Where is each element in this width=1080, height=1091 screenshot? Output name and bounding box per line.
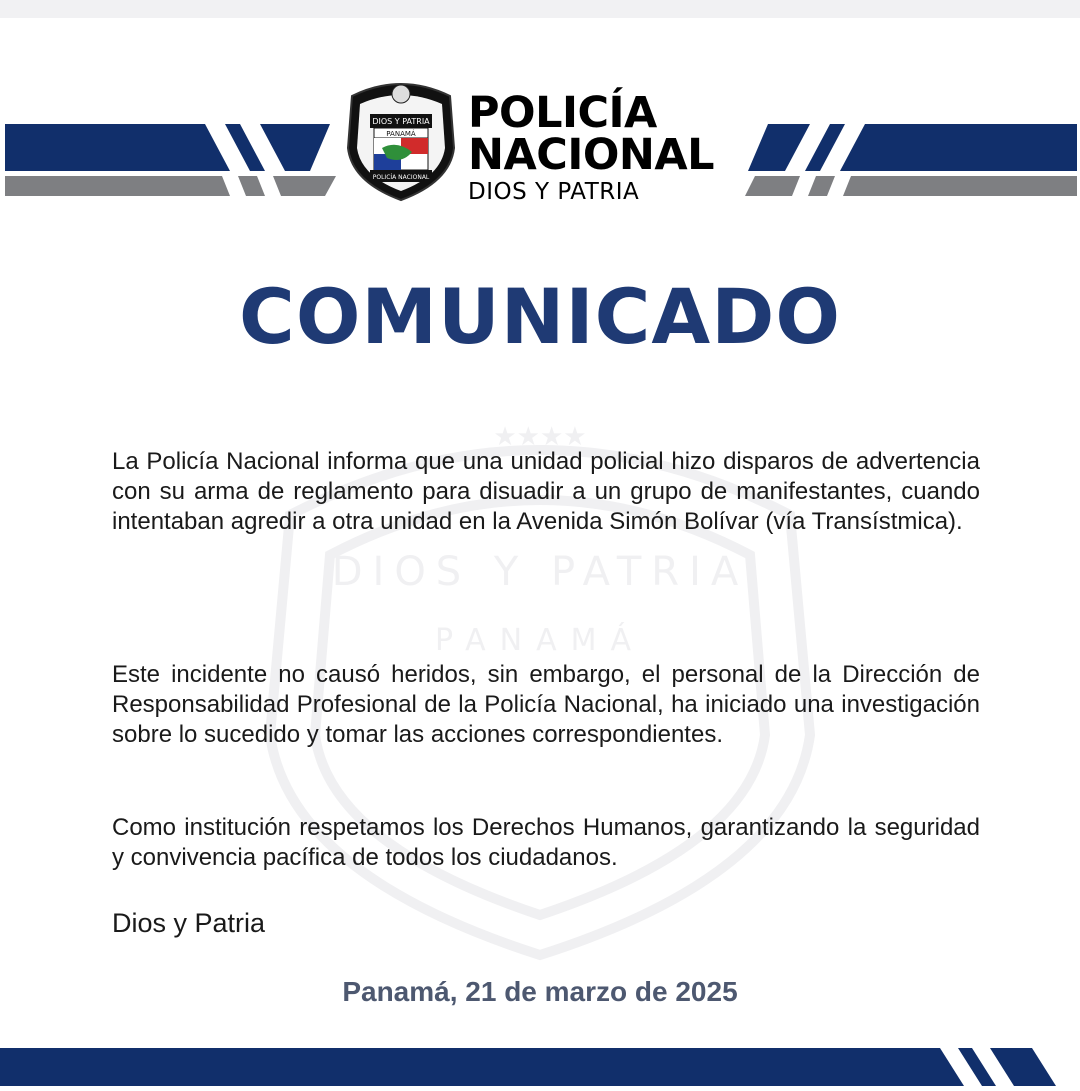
footer-stripes xyxy=(0,1046,1080,1086)
brand-block xyxy=(468,88,748,206)
document-date: Panamá, 21 de marzo de 2025 xyxy=(342,976,738,1007)
document-title: COMUNICADO xyxy=(239,272,841,361)
badge-text-bottom: POLICÍA NACIONAL xyxy=(372,174,430,181)
police-badge-logo xyxy=(342,78,460,202)
top-strip xyxy=(0,0,1080,18)
closing-motto: Dios y Patria xyxy=(112,908,266,938)
watermark-text-mid: PANAMÁ xyxy=(434,623,646,658)
badge-text-mid: PANAMÁ xyxy=(386,130,416,138)
paragraph-1: La Policía Nacional informa que una unidad policial hizo disparos de advertencia con su arma de reglamento para disuadir a un grupo de manifestantes, cuando intentaban agredir a otra unidad en la Avenida Simón Bolívar (vía Transístmica). xyxy=(112,448,980,535)
brand-tagline: DIOS Y PATRIA xyxy=(468,179,640,205)
svg-text:★★★★: ★★★★ xyxy=(493,422,587,452)
watermark-text-top: DIOS Y PATRIA xyxy=(331,549,749,595)
brand-line-1: POLICÍA xyxy=(468,88,657,138)
paragraph-2: Este incidente no causó heridos, sin embargo, el personal de la Dirección de Responsabilidad Profesional de la Policía Nacional, ha iniciado una investigación sobre lo sucedido y tomar las acciones correspondientes. xyxy=(112,661,980,748)
paragraph-3: Como institución respetamos los Derechos Humanos, garantizando la seguridad y convivencia pacífica de todos los ciudadanos. xyxy=(112,814,980,871)
brand-line-2: NACIONAL xyxy=(468,130,715,180)
badge-text-top: DIOS Y PATRIA xyxy=(372,117,430,126)
